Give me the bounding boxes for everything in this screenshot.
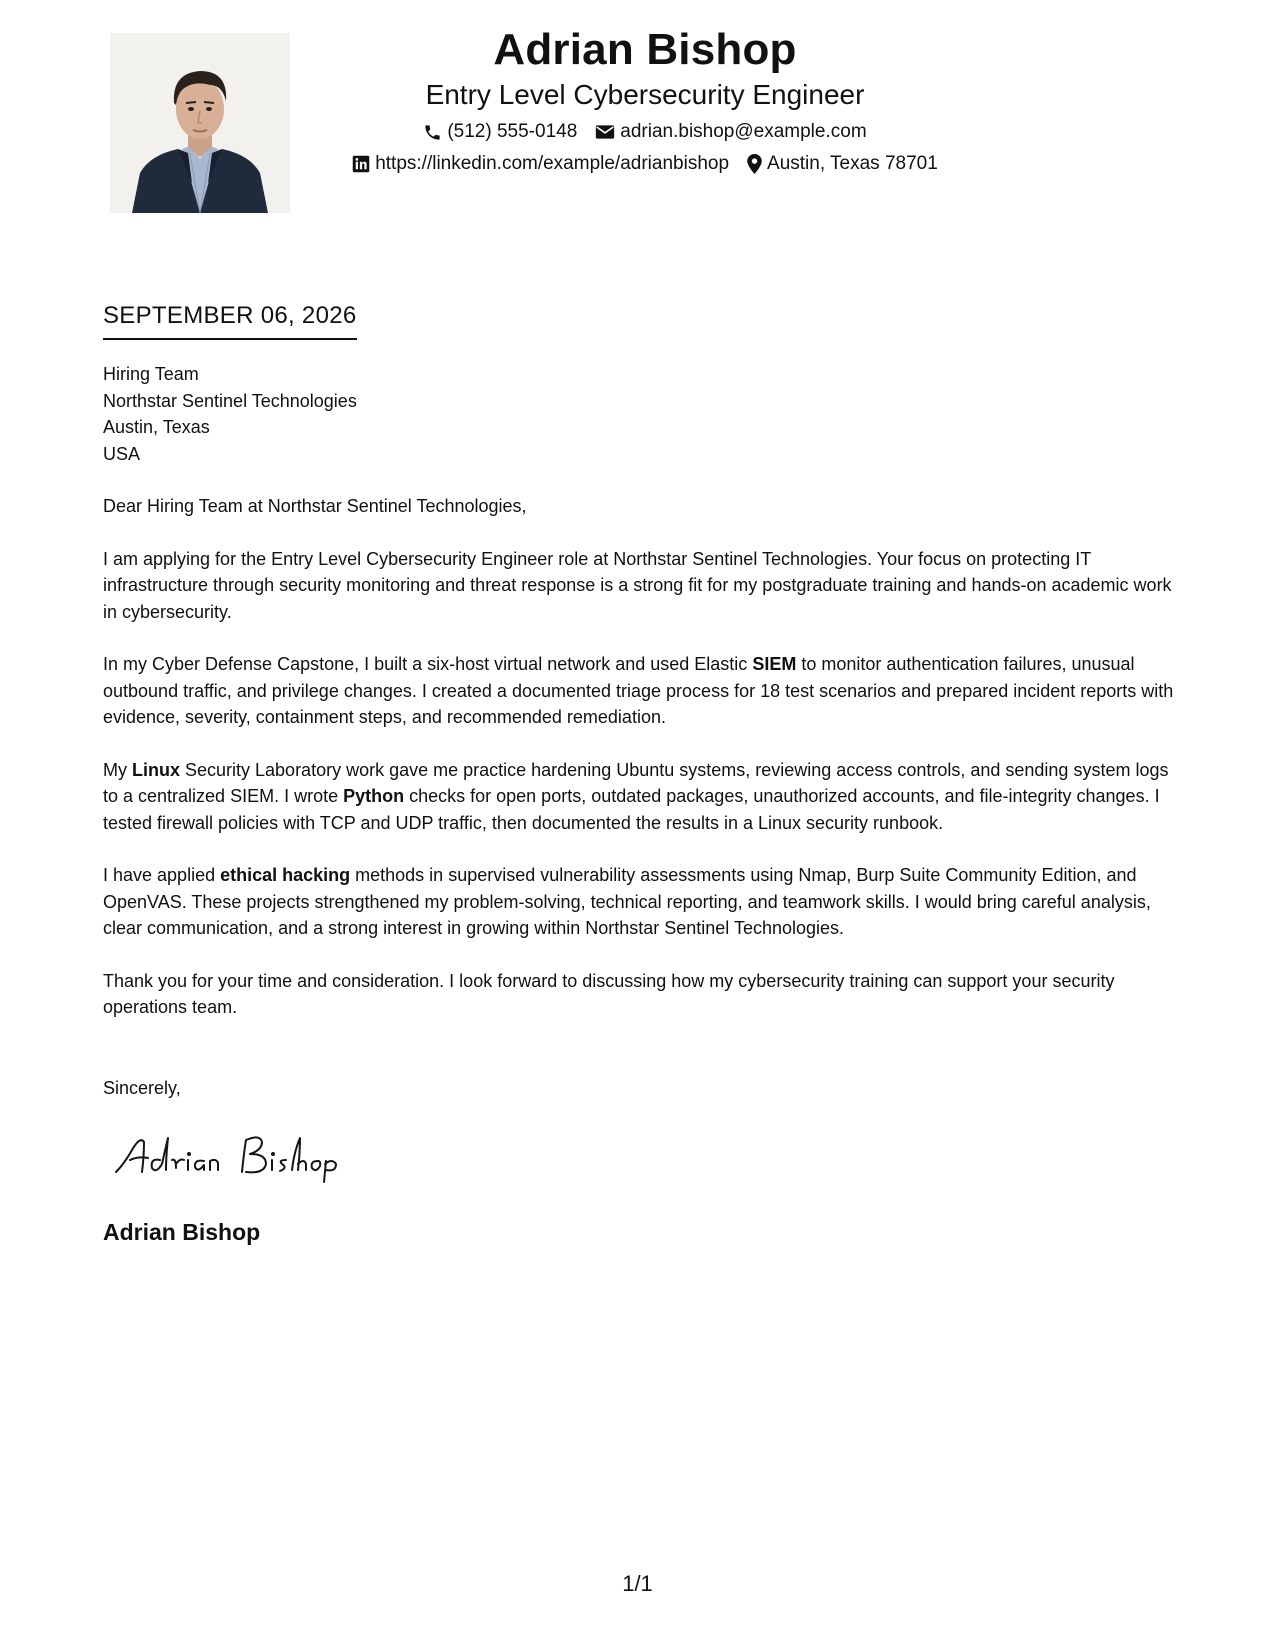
salutation: Dear Hiring Team at Northstar Sentinel Technologies, [103,496,527,516]
phone-icon [423,123,442,142]
paragraph-3: My Linux Security Laboratory work gave me practice hardening Ubuntu systems, reviewing access controls, and sending system logs to a centralized SIEM. I wrote Python checks for open ports, outdated packages, unauthorized accounts, and file-integrity changes. I tested firewall policies with TCP and UDP traffic, then documented the results in a Linux security runbook. [103,759,1169,833]
letter-date: SEPTEMBER 06, 2026 [103,300,357,340]
keyword-python: Python [343,786,405,806]
paragraph-2: In my Cyber Defense Capstone, I built a six-host virtual network and used Elastic SIEM to monitor authentication failures, unusual outbound traffic, and privilege changes. I created a documented triage process for 18 test scenarios and prepared incident reports with evidence, severity, containment steps, and recommended remediation. [103,654,1174,727]
paragraph-5: Thank you for your time and consideration. I look forward to discussing how my cybersecurity training can support your security operations team. [103,970,1115,1017]
letter-body [103,493,1178,1047]
envelope-icon [595,124,615,140]
linkedin-contact[interactable] [352,152,729,176]
keyword-siem: SIEM [752,654,797,674]
keyword-linux: Linux [132,759,180,780]
email-contact[interactable] [595,120,866,144]
recipient-line: USA [103,443,141,464]
contact-row-2 [300,152,990,176]
profile-photo [110,33,290,213]
job-title: Entry Level Cybersecurity Engineer [425,79,865,110]
email-address: adrian.bishop@example.com [620,121,867,142]
keyword-ethical-hacking: ethical hacking [220,865,351,885]
recipient-line: Northstar Sentinel Technologies [103,390,357,411]
phone-number: (512) 555-0148 [447,121,578,142]
paragraph-4: I have applied ethical hacking methods in supervised vulnerability assessments using Nmap, Burp Suite Community Edition, and OpenVAS. These projects strengthened my problem-solving, technical reporting, and teamwork skills. I would bring careful analysis, clear communication, and a strong interest in growing within Northstar Sentinel Technologies. [103,865,1151,938]
linkedin-url: https://linkedin.com/example/adrianbishop [375,153,730,174]
page-number: 1/1 [622,1571,653,1596]
linkedin-icon [352,155,370,173]
applicant-name: Adrian Bishop [493,25,797,74]
closing: Sincerely, [103,1078,181,1098]
signer-name: Adrian Bishop [103,1219,261,1245]
recipient-line: Austin, Texas [103,417,210,437]
recipient-address [103,361,357,467]
map-pin-icon [747,154,762,174]
recipient-line: Hiring Team [103,364,199,384]
handwritten-signature [110,1128,370,1184]
paragraph-1: I am applying for the Entry Level Cybersecurity Engineer role at Northstar Sentinel Technologies. Your focus on protecting IT infrastructure through security monitoring and threat response is a strong fit for my postgraduate training and hands-on academic work in cybersecurity. [103,548,1172,622]
letterhead [300,24,990,176]
location-contact [747,152,938,176]
contact-row-1 [300,120,990,144]
phone-contact[interactable] [423,120,577,144]
location-text: Austin, Texas 78701 [767,153,938,174]
